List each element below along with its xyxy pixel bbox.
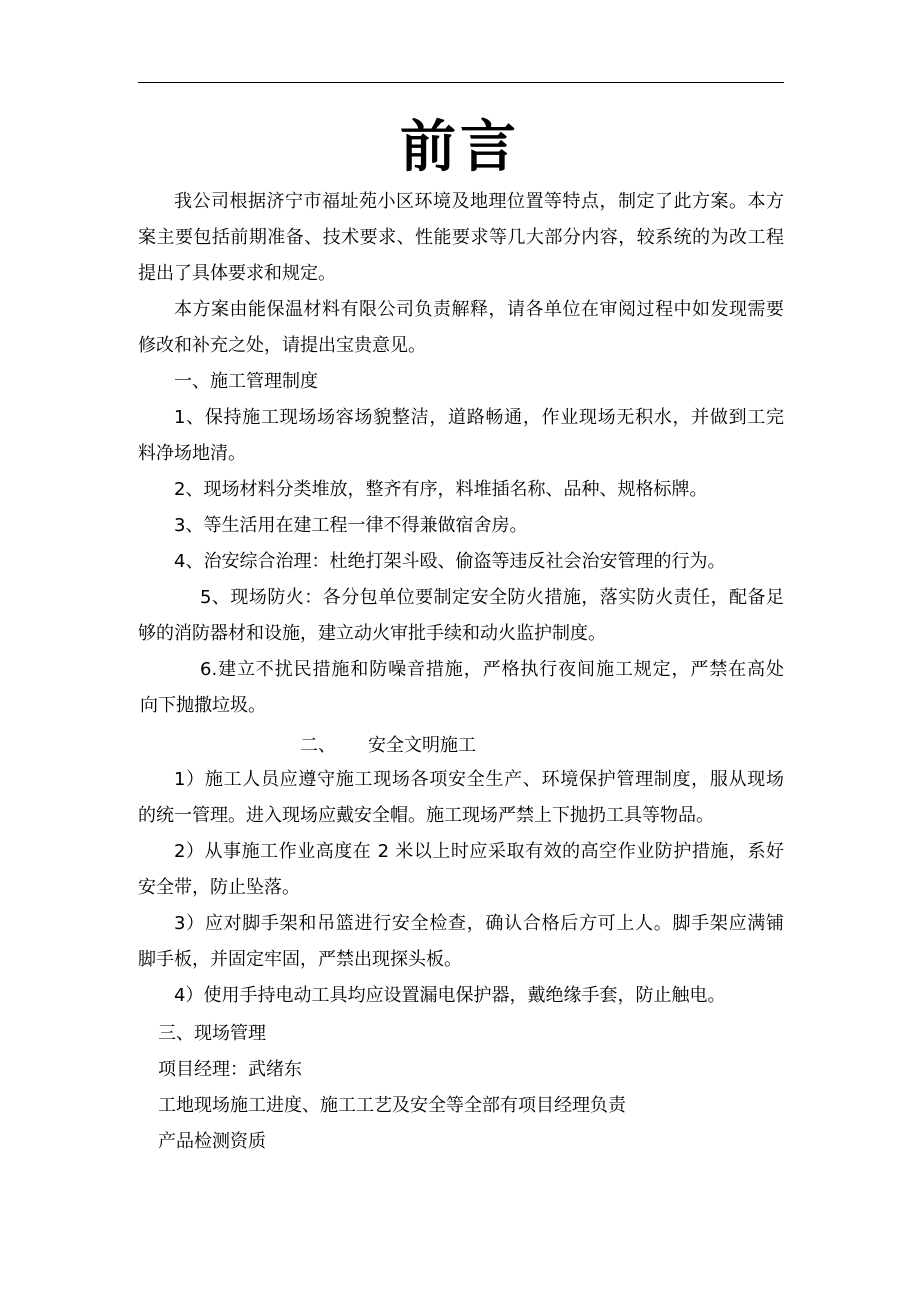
- section-2-item-1: [138, 762, 784, 834]
- text-line: 脚手板，并固定牢固，严禁出现探头板。: [138, 949, 462, 970]
- header-rule: [138, 82, 784, 83]
- text-line: 安全带，防止坠落。: [138, 877, 300, 898]
- section-2-item-4: 4）使用手持电动工具均应设置漏电保护器，戴绝缘手套，防止触电。: [174, 985, 726, 1006]
- responsibility-line: 工地现场施工进度、施工工艺及安全等全部有项目经理负责: [158, 1095, 626, 1116]
- section-1-item-6: [138, 652, 784, 724]
- section-2-item-3: [138, 906, 784, 978]
- section-1-heading: 一、施工管理制度: [174, 371, 318, 392]
- section-1-item-5: [138, 580, 784, 652]
- section-1-item-4: 4、治安综合治理：杜绝打架斗殴、偷盗等违反社会治安管理的行为。: [174, 551, 726, 572]
- section-2-heading: 安全文明施工: [368, 735, 476, 756]
- text-line: 料净场地清。: [138, 443, 246, 464]
- text-line: 案主要包括前期准备、技术要求、性能要求等几大部分内容，较系统的为改工程: [138, 227, 784, 248]
- preface-paragraph-2: [138, 292, 784, 364]
- section-3-heading: 三、现场管理: [158, 1023, 266, 1044]
- page-title: 前言: [400, 114, 520, 180]
- text-line: 2）从事施工作业高度在 2 米以上时应采取有效的高空作业防护措施，系好: [174, 841, 784, 862]
- qualification-line: 产品检测资质: [158, 1131, 266, 1152]
- text-line: 修改和补充之处，请提出宝贵意见。: [138, 335, 426, 356]
- project-manager-line: 项目经理：武绪东: [158, 1059, 302, 1080]
- text-line: 1、保持施工现场场容场貌整洁，道路畅通，作业现场无积水，并做到工完: [174, 407, 784, 428]
- text-line: 1）施工人员应遵守施工现场各项安全生产、环境保护管理制度，服从现场: [174, 769, 784, 790]
- text-line: 够的消防器材和设施，建立动火审批手续和动火监护制度。: [138, 623, 606, 644]
- text-line: 本方案由能保温材料有限公司负责解释，请各单位在审阅过程中如发现需要: [174, 299, 784, 320]
- section-1-item-2: 2、现场材料分类堆放，整齐有序，料堆插名称、品种、规格标牌。: [174, 479, 708, 500]
- text-line: 的统一管理。进入现场应戴安全帽。施工现场严禁上下抛扔工具等物品。: [138, 805, 714, 826]
- section-1-item-3: 3、等生活用在建工程一律不得兼做宿舍房。: [174, 515, 528, 536]
- text-line: 5、现场防火：各分包单位要制定安全防火措施，落实防火责任，配备足: [200, 587, 784, 608]
- text-line: 向下抛撒垃圾。: [140, 695, 266, 716]
- section-1-item-1: [138, 400, 784, 472]
- text-line: 6.建立不扰民措施和防噪音措施，严格执行夜间施工规定，严禁在高处: [200, 659, 784, 680]
- text-line: 提出了具体要求和规定。: [138, 263, 336, 284]
- preface-paragraph-1: [138, 184, 784, 292]
- text-line: 3）应对脚手架和吊篮进行安全检查，确认合格后方可上人。脚手架应满铺: [174, 913, 784, 934]
- section-2-item-2: [138, 834, 784, 906]
- text-line: 我公司根据济宁市福址苑小区环境及地理位置等特点，制定了此方案。本方: [174, 191, 784, 212]
- section-2-number: 二、: [300, 735, 336, 756]
